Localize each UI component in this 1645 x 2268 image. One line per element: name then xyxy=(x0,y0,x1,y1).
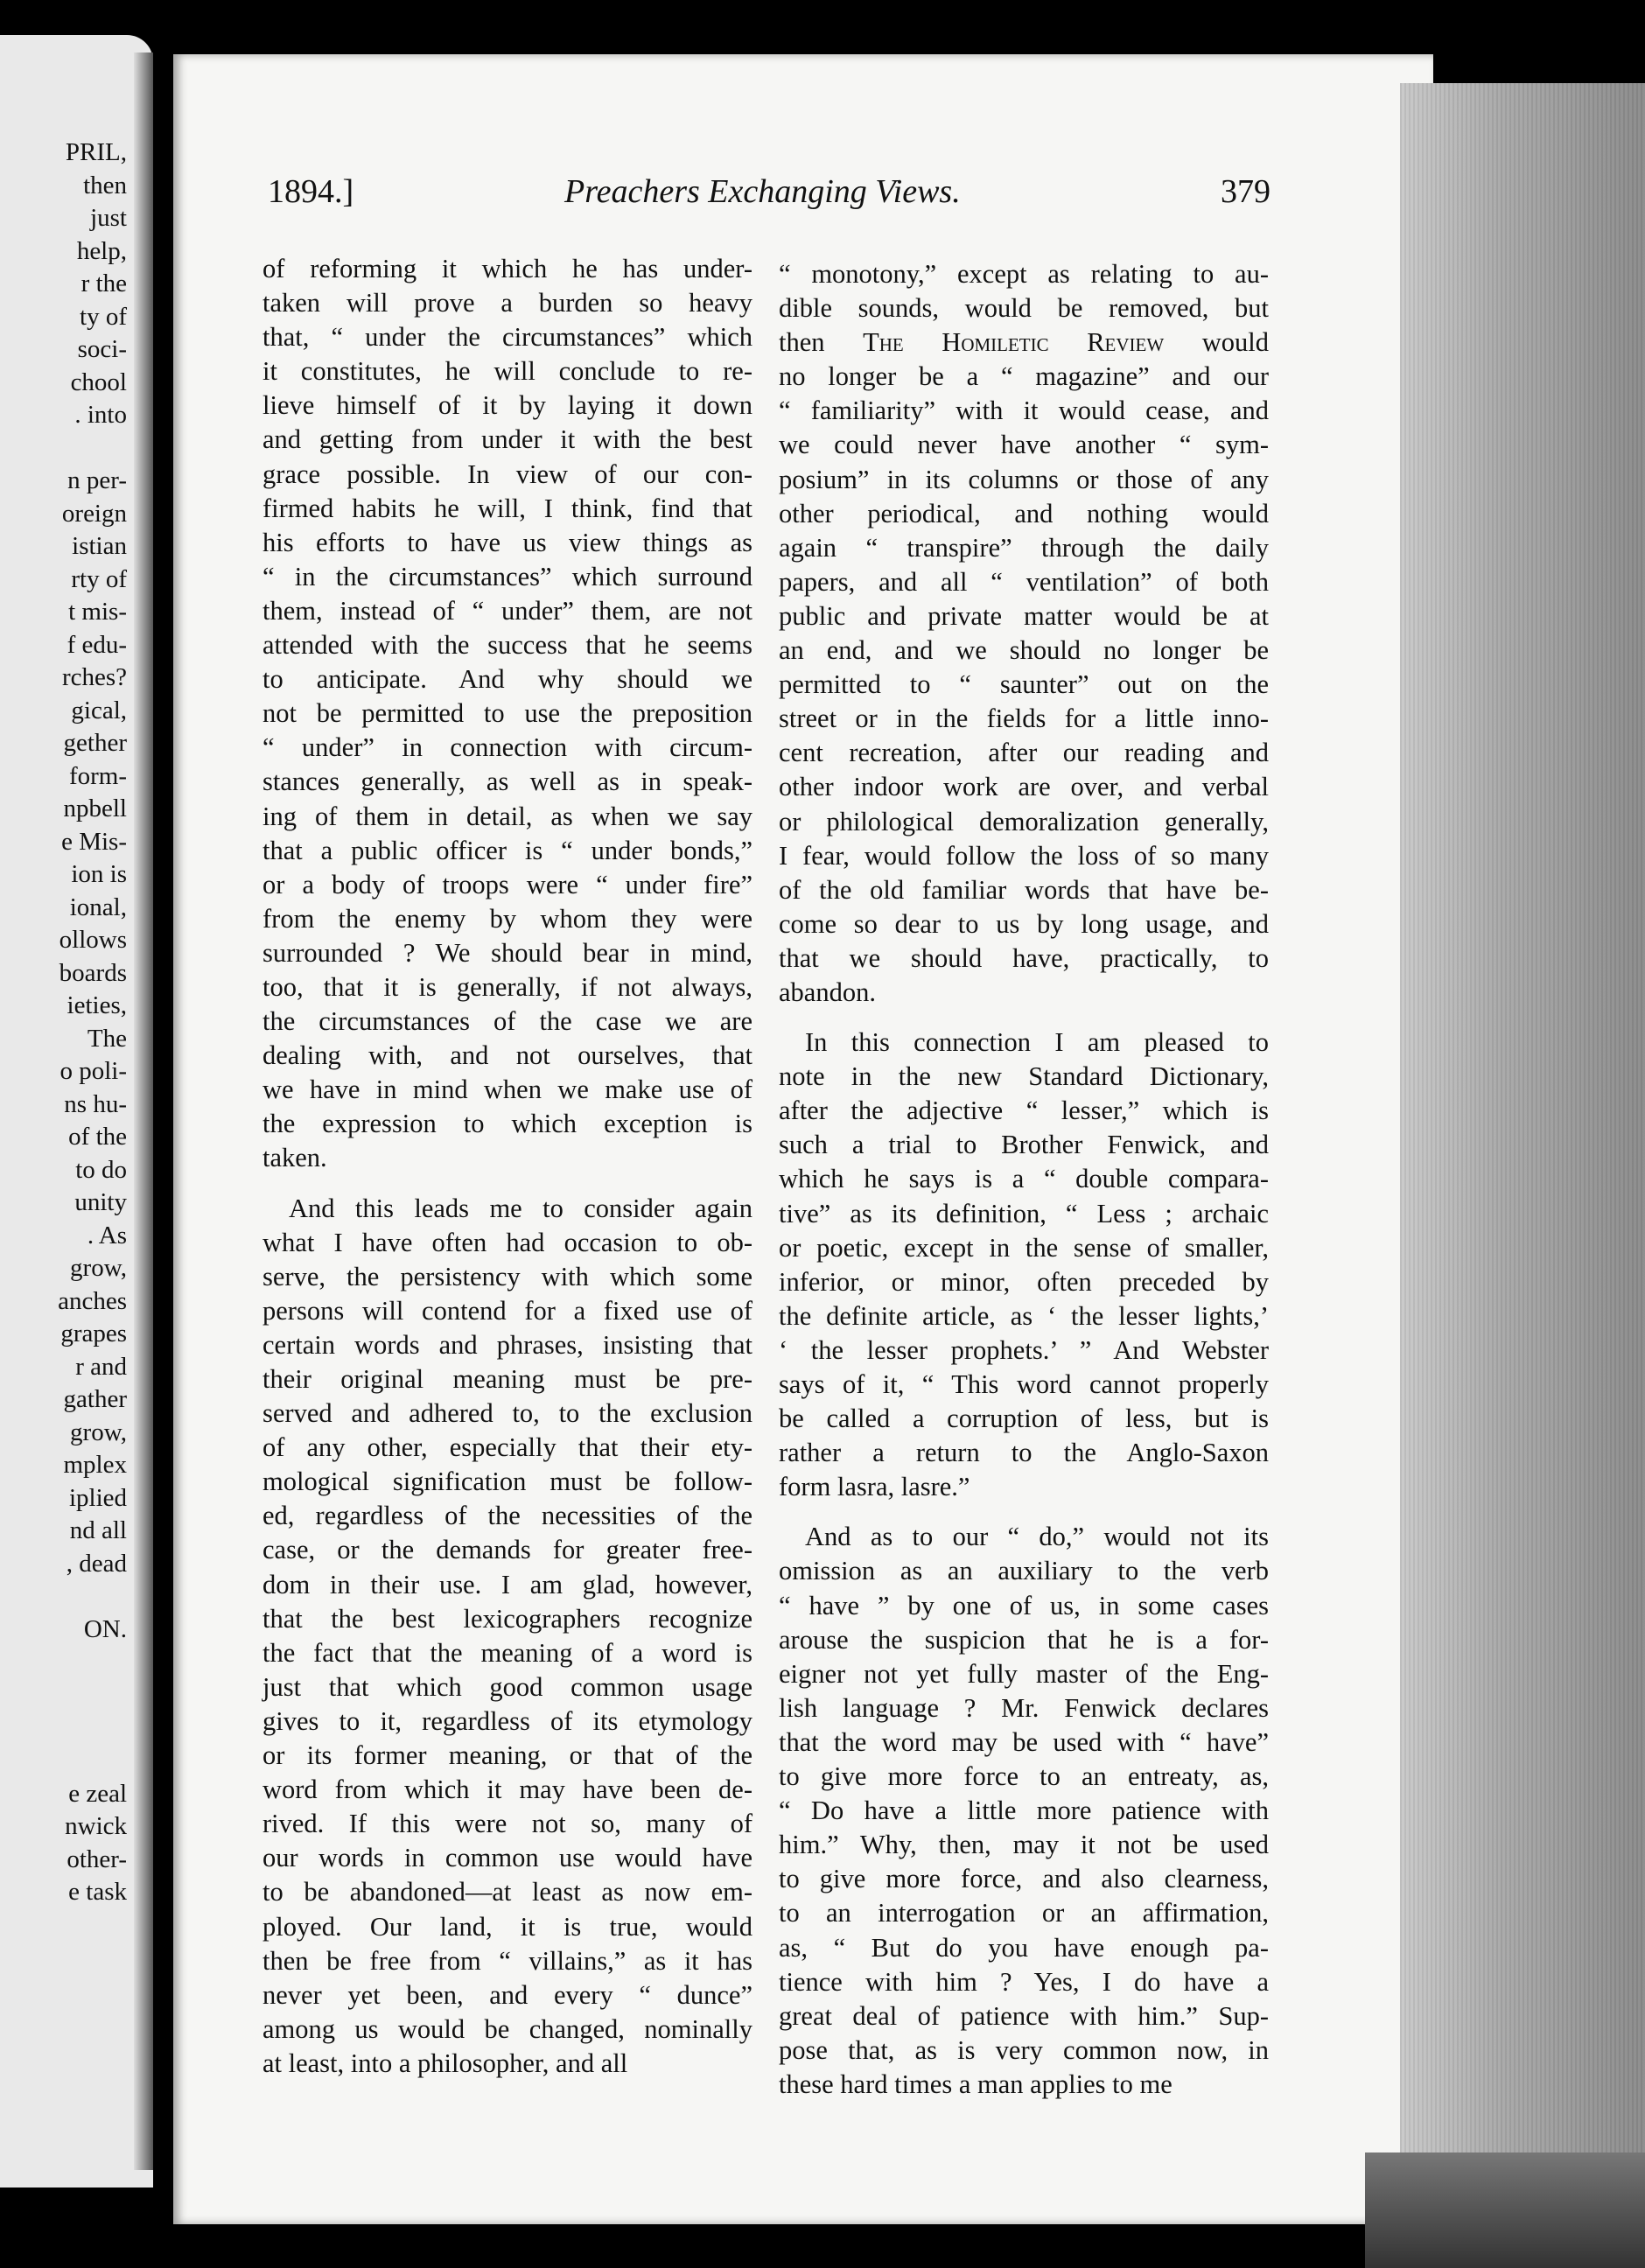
facing-page-line: grow, xyxy=(70,1418,127,1446)
text-line: their original meaning must be pre- xyxy=(262,1364,752,1394)
facing-page-line: n per- xyxy=(67,466,127,495)
facing-page-line: unity xyxy=(74,1188,127,1217)
facing-page-line: r and xyxy=(75,1352,127,1381)
text-line: the fact that the meaning of a word is xyxy=(262,1637,752,1668)
text-line: and getting from under it with the best xyxy=(262,424,752,455)
text-line: “ have ” by one of us, in some cases xyxy=(779,1590,1269,1620)
text-line: never yet been, and every “ dunce” xyxy=(262,1979,752,2010)
facing-page-line: ollows xyxy=(59,926,127,955)
text-line: arouse the suspicion that he is a for- xyxy=(779,1624,1269,1655)
text-line: what I have often had occasion to ob- xyxy=(262,1227,752,1257)
text-line: dealing with, and not ourselves, that xyxy=(262,1040,752,1071)
facing-page-line: ion is xyxy=(71,860,127,889)
text-line: “ in the circumstances” which surround xyxy=(262,561,752,592)
text-line: tience with him ? Yes, I do have a xyxy=(779,1966,1269,1997)
text-line: as, “ But do you have enough pa- xyxy=(779,1932,1269,1963)
text-line: him.” Why, then, may it not be used xyxy=(779,1830,1269,1860)
text-line: permitted to “ saunter” out on the xyxy=(779,669,1269,700)
facing-page-line: boards xyxy=(59,958,127,987)
paragraph xyxy=(262,1176,752,2081)
text-line: omission as an auxiliary to the verb xyxy=(779,1556,1269,1586)
text-line: note in the new Standard Dictionary, xyxy=(779,1061,1269,1092)
text-line: then The Homiletic Review would xyxy=(779,327,1270,358)
facing-page-line: other- xyxy=(66,1844,127,1873)
text-line: that, “ under the circumstances” which xyxy=(262,322,752,353)
text-line: “ familiarity” with it would cease, and xyxy=(779,396,1269,426)
text-line: grace possible. In view of our con- xyxy=(262,458,752,489)
text-line: at least, into a philosopher, and all xyxy=(262,2048,628,2078)
text-line: papers, and all “ ventilation” of both xyxy=(779,566,1269,597)
book-gutter xyxy=(134,52,153,2170)
page-edges xyxy=(1400,83,1645,2268)
facing-page-line: nd all xyxy=(69,1516,127,1545)
text-line: be called a corruption of less, but is xyxy=(779,1404,1269,1434)
text-line: the definite article, as ‘ the lesser lights,’ xyxy=(779,1300,1269,1331)
paragraph xyxy=(262,252,752,1176)
text-line: to be abandoned—at least as now em- xyxy=(262,1877,752,1908)
facing-page-line: oreign xyxy=(61,499,127,528)
text-line: certain words and phrases, insisting that xyxy=(262,1329,752,1360)
text-line: serve, the persistency with which some xyxy=(262,1261,752,1292)
text-line: served and adhered to, to the exclusion xyxy=(262,1398,752,1429)
text-line: or its former meaning, or that of the xyxy=(262,1740,752,1771)
text-line: ployed. Our land, it is true, would xyxy=(262,1911,752,1942)
facing-page-line: nwick xyxy=(65,1812,127,1840)
text-line: not be permitted to use the preposition xyxy=(262,698,752,729)
facing-page-line: o poli- xyxy=(60,1057,127,1086)
text-line: posium” in its columns or those of any xyxy=(779,464,1269,494)
paragraph-gap xyxy=(779,1504,1269,1520)
text-line: we could never have another “ sym- xyxy=(779,430,1269,460)
text-line: that the best lexicographers recognize xyxy=(262,1603,752,1634)
text-line: again “ transpire” through the daily xyxy=(779,532,1269,563)
text-line: taken. xyxy=(262,1143,327,1173)
text-line: the expression to which exception is xyxy=(262,1109,752,1139)
facing-page-line: ieties, xyxy=(66,991,127,1020)
text-line: to an interrogation or an affirmation, xyxy=(779,1898,1269,1928)
text-line: form lasra, lasre.” xyxy=(779,1472,970,1502)
text-line: other indoor work are over, and verbal xyxy=(779,772,1269,802)
text-line: our words in common use would have xyxy=(262,1843,752,1873)
text-line: case, or the demands for greater free- xyxy=(262,1535,752,1565)
facing-page-line: iplied xyxy=(68,1483,127,1512)
text-line: word from which it may have been de- xyxy=(262,1774,752,1805)
facing-page-line: soci- xyxy=(77,335,127,364)
facing-page-line: The xyxy=(87,1024,127,1053)
text-line: stances generally, as well as in speak- xyxy=(262,766,752,797)
facing-page-line: , dead xyxy=(66,1549,127,1578)
text-line: we have in mind when we make use of xyxy=(262,1074,752,1105)
facing-page-line: t mis- xyxy=(68,598,127,626)
text-line: just that which good common usage xyxy=(262,1671,752,1702)
text-line: that a public officer is “ under bonds,” xyxy=(262,835,752,865)
text-line: to give more force, and also clearness, xyxy=(779,1864,1269,1894)
text-line: rather a return to the Anglo-Saxon xyxy=(779,1438,1269,1468)
text-line: the circumstances of the case we are xyxy=(262,1006,752,1037)
facing-page-line: npbell xyxy=(63,794,127,823)
text-line: or a body of troops were “ under fire” xyxy=(262,869,752,900)
facing-page-line: help, xyxy=(76,236,127,265)
text-line: firmed habits he will, I think, find that xyxy=(262,493,752,523)
facing-page-line: form- xyxy=(68,761,127,790)
facing-page-line: . into xyxy=(74,401,127,430)
facing-page-line: e Mis- xyxy=(61,827,127,856)
text-line: lieve himself of it by laying it down xyxy=(262,390,752,421)
text-line: dom in their use. I am glad, however, xyxy=(262,1569,752,1600)
facing-page-line: e zeal xyxy=(68,1779,127,1808)
facing-page-line: rches? xyxy=(61,663,127,692)
text-line: to give more force to an entreaty, as, xyxy=(779,1761,1269,1792)
facing-page-line: PRIL, xyxy=(65,138,127,166)
text-line: public and private matter would be at xyxy=(779,600,1269,631)
facing-page-line: anches xyxy=(58,1286,127,1315)
text-line: of the old familiar words that have be- xyxy=(779,874,1269,905)
text-line: which he says is a “ double compara- xyxy=(779,1164,1269,1194)
text-line: rived. If this were not so, many of xyxy=(262,1809,752,1839)
facing-page-line: of the xyxy=(68,1123,127,1152)
facing-page-line: e task xyxy=(68,1878,127,1907)
text-line: In this connection I am pleased to xyxy=(805,1027,1269,1058)
text-line: or philological demoralization generally, xyxy=(779,806,1269,836)
text-line: of reforming it which he has under- xyxy=(262,254,752,284)
text-line: inferior, or minor, often preceded by xyxy=(779,1266,1269,1297)
facing-page-line: r the xyxy=(80,270,127,298)
text-line: attended with the success that he seems xyxy=(262,630,752,661)
paragraph xyxy=(779,257,1269,1010)
text-line: then be free from “ villains,” as it has xyxy=(262,1945,752,1976)
text-line: that we should have, practically, to xyxy=(779,942,1269,973)
text-line: of any other, especially that their ety- xyxy=(262,1432,752,1463)
facing-page-line: just xyxy=(90,204,127,233)
facing-page-line: ional, xyxy=(69,892,127,921)
paragraph-gap xyxy=(262,1176,752,1192)
text-line: gives to it, regardless of its etymology xyxy=(262,1705,752,1736)
text-line: street or in the fields for a little inno- xyxy=(779,704,1269,734)
text-line: mological signification must be follow- xyxy=(262,1466,752,1497)
text-line: persons will contend for a fixed use of xyxy=(262,1295,752,1326)
running-title: Preachers Exchanging Views. xyxy=(564,173,961,210)
text-line: such a trial to Brother Fenwick, and xyxy=(779,1130,1269,1160)
text-line: ‘ the lesser prophets.’ ” And Webster xyxy=(779,1334,1269,1365)
paragraph-gap xyxy=(779,1010,1269,1026)
facing-page-line: gether xyxy=(63,729,127,758)
text-line: surrounded ? We should bear in mind, xyxy=(262,937,752,968)
facing-page-line: to do xyxy=(75,1155,127,1184)
text-line: dible sounds, would be removed, but xyxy=(779,293,1269,324)
right-column xyxy=(779,257,1269,2102)
text-line: “ Do have a little more patience with xyxy=(779,1796,1269,1826)
text-line: or poetic, except in the sense of smaller, xyxy=(779,1232,1269,1263)
text-line: that the word may be used with “ have” xyxy=(779,1726,1269,1757)
facing-page-fragment xyxy=(0,35,153,2188)
text-line: no longer be a “ magazine” and our xyxy=(779,361,1269,392)
text-line: these hard times a man applies to me xyxy=(779,2068,1172,2099)
facing-page-line: grow, xyxy=(70,1254,127,1283)
text-line: And as to our “ do,” would not its xyxy=(805,1522,1269,1552)
facing-page-line: ns hu- xyxy=(64,1089,127,1118)
page-number: 379 xyxy=(1221,173,1270,210)
facing-page-line: ty of xyxy=(80,302,127,331)
text-line: great deal of patience with him.” Sup- xyxy=(779,2000,1269,2031)
text-line: from the enemy by whom they were xyxy=(262,903,752,934)
text-line: ed, regardless of the necessities of the xyxy=(262,1501,752,1531)
facing-page-line: istian xyxy=(72,532,127,561)
text-line: too, that it is generally, if not always, xyxy=(262,971,752,1002)
text-line: among us would be changed, nominally xyxy=(262,2013,752,2044)
text-line: an end, and we should no longer be xyxy=(779,635,1269,666)
paragraph xyxy=(779,1504,1269,2102)
facing-page-line: gather xyxy=(63,1385,127,1414)
facing-page-line: . As xyxy=(87,1221,127,1250)
text-line: after the adjective “ lesser,” which is xyxy=(779,1096,1269,1126)
facing-page-line: rty of xyxy=(71,564,127,593)
text-line: I fear, would follow the loss of so many xyxy=(779,840,1269,871)
text-line: it constitutes, he will conclude to re- xyxy=(262,356,752,387)
text-line: taken will prove a burden so heavy xyxy=(262,288,752,318)
text-line: cent recreation, after our reading and xyxy=(779,738,1269,768)
text-line: says of it, “ This word cannot properly xyxy=(779,1369,1269,1399)
text-line: And this leads me to consider again xyxy=(289,1193,752,1223)
paragraph xyxy=(779,1010,1269,1504)
text-line: come so dear to us by long usage, and xyxy=(779,908,1269,939)
facing-page-line: grapes xyxy=(60,1320,127,1348)
facing-page-line: mplex xyxy=(63,1451,127,1480)
text-line: ing of them in detail, as when we say xyxy=(262,801,752,831)
facing-page-line: ON. xyxy=(83,1614,127,1643)
facing-page-line: gical, xyxy=(71,696,127,724)
left-column xyxy=(262,252,752,2081)
facing-page-line: chool xyxy=(70,368,127,396)
text-line: tive” as its definition, “ Less ; archaic xyxy=(779,1198,1269,1228)
facing-page-line: f edu- xyxy=(66,630,127,659)
text-line: “ under” in connection with circum- xyxy=(262,732,752,763)
text-line: other periodical, and nothing would xyxy=(779,498,1269,528)
header-year: 1894.] xyxy=(268,173,354,210)
text-line: to anticipate. And why should we xyxy=(262,664,752,695)
text-line: pose that, as is very common now, in xyxy=(779,2034,1269,2065)
text-line: them, instead of “ under” them, are not xyxy=(262,595,752,626)
facing-page-line: then xyxy=(83,171,127,200)
text-line: lish language ? Mr. Fenwick declares xyxy=(779,1692,1269,1723)
page-edge-shadow xyxy=(1365,2152,1645,2268)
text-line: abandon. xyxy=(779,976,876,1007)
text-line: “ monotony,” except as relating to au- xyxy=(779,259,1269,289)
text-line: his efforts to have us view things as xyxy=(262,527,752,557)
text-line: eigner not yet fully master of the Eng- xyxy=(779,1658,1269,1689)
